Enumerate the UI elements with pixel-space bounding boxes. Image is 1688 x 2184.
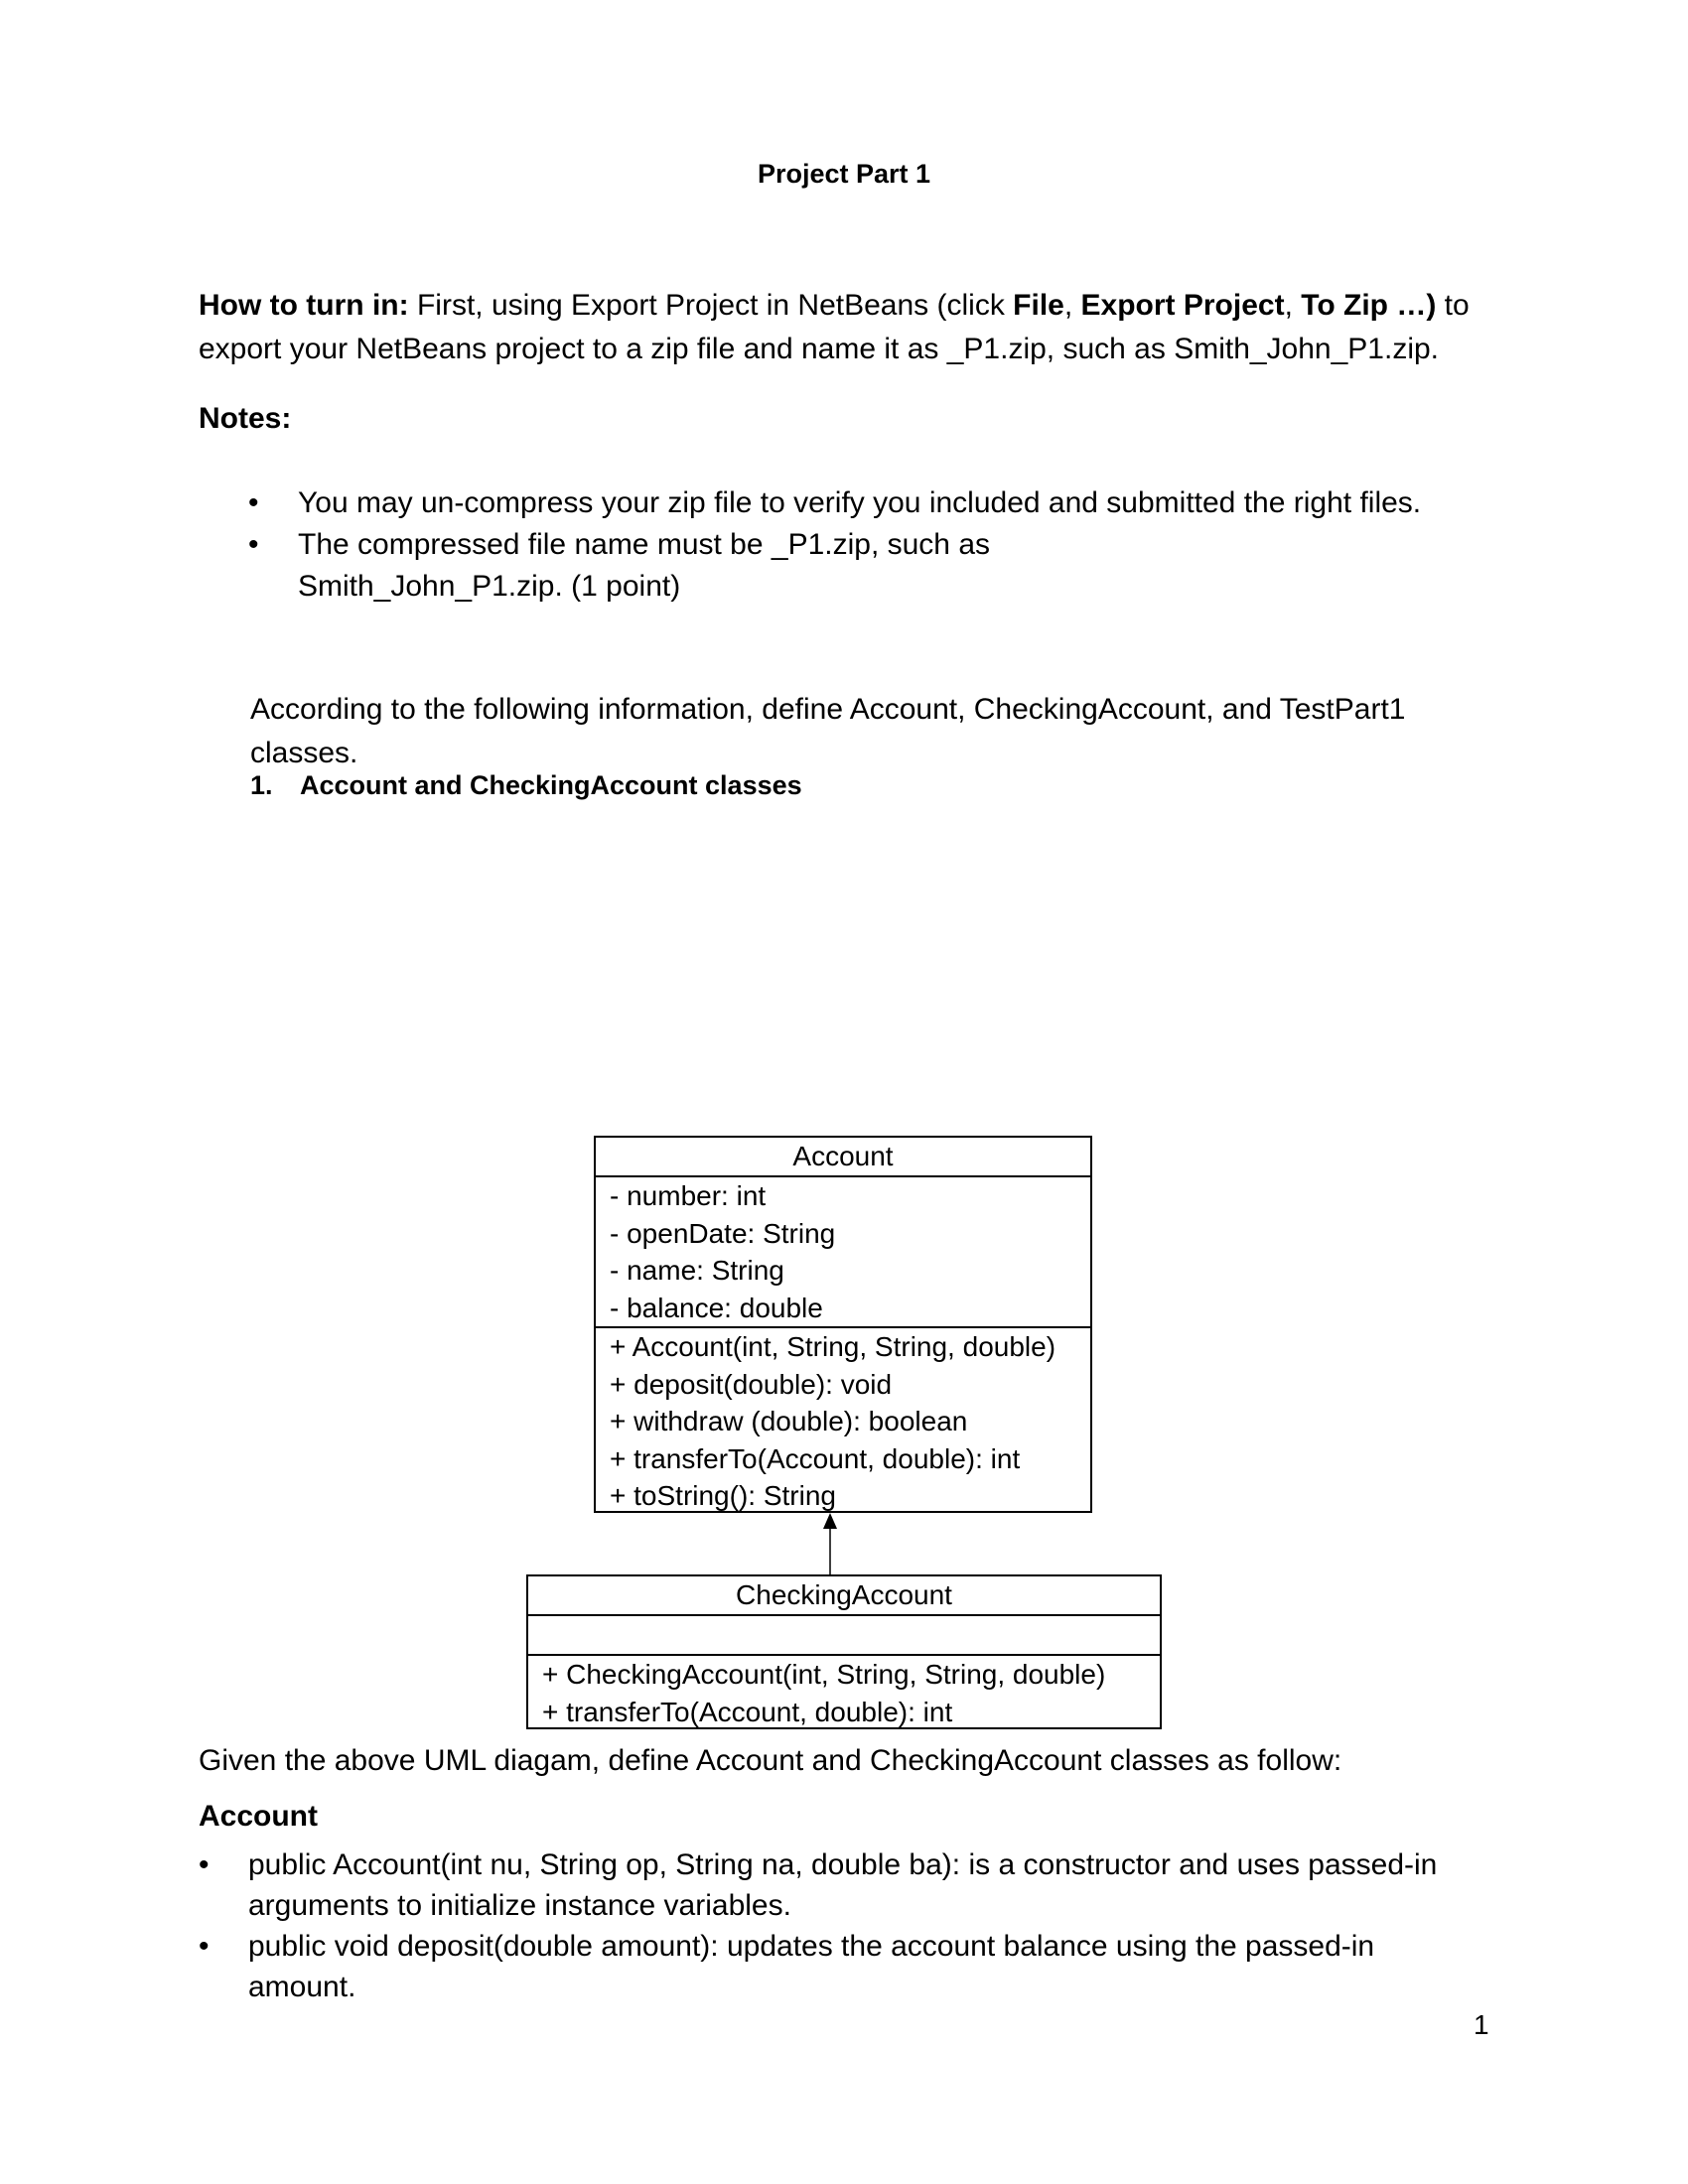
uml-class-name: CheckingAccount [528, 1576, 1160, 1616]
list-item [199, 1844, 1489, 1926]
turn-in-sep-1: , [1063, 289, 1081, 322]
uml-attribute: - number: int [610, 1180, 767, 1211]
page-number: 1 [1474, 2009, 1489, 2040]
bullet-icon: • [199, 1930, 210, 1963]
note-text: The compressed file name must be _P1.zip, such as Smith_John_P1.zip. (1 point) [298, 528, 991, 603]
section-heading [250, 770, 802, 801]
page-title: Project Part 1 [757, 159, 931, 189]
section-title: Account and CheckingAccount classes [300, 770, 802, 800]
uml-account-class [594, 1136, 1092, 1513]
list-item [199, 1926, 1489, 2007]
uml-attribute: - name: String [610, 1255, 784, 1286]
list-item [248, 524, 1489, 608]
inheritance-arrow-icon [814, 1509, 854, 1578]
uml-attribute: - openDate: String [610, 1217, 836, 1249]
section-number: 1. [250, 770, 273, 800]
uml-methods [528, 1656, 1160, 1730]
uml-attribute: - balance: double [610, 1292, 823, 1323]
definition-text: public Account(int nu, String op, String na, double ba): is a constructor and uses passed-in arguments to initialize instance variables. [248, 1848, 1438, 1922]
list-item [248, 482, 1489, 524]
account-heading: Account [199, 1800, 318, 1833]
uml-attributes [528, 1616, 1160, 1656]
definitions-list [199, 1844, 1489, 2007]
uml-method: + CheckingAccount(int, String, String, double) [542, 1659, 1106, 1690]
turn-in-instructions [199, 284, 1489, 371]
turn-in-label: How to turn in: [199, 289, 409, 322]
intro-paragraph: According to the following information, define Account, CheckingAccount, and TestPart1 classes. [250, 693, 1406, 769]
menu-file: File [1013, 289, 1064, 322]
turn-in-text-1: First, using Export Project in NetBeans (click [408, 289, 1014, 322]
uml-method: + transferTo(Account, double): int [610, 1442, 1021, 1474]
uml-method: + toString(): String [610, 1480, 836, 1511]
uml-method: + transferTo(Account, double): int [542, 1696, 953, 1727]
turn-in-sep-2: , [1284, 289, 1302, 322]
uml-method: + deposit(double): void [610, 1368, 893, 1400]
note-text: You may un-compress your zip file to verify you included and submitted the right files. [298, 486, 1422, 519]
turn-in-text-2: to export your NetBeans project to a zip file and name it as _P1.zip, such as Smith_John_P1.zip. [199, 289, 1470, 365]
given-paragraph: Given the above UML diagam, define Account and CheckingAccount classes as follow: [199, 1744, 1342, 1777]
notes-list [248, 482, 1489, 608]
uml-attributes [596, 1177, 1090, 1328]
uml-method: + Account(int, String, String, double) [610, 1331, 1056, 1362]
menu-export-project: Export Project [1080, 289, 1285, 322]
bullet-icon: • [248, 486, 259, 519]
uml-method: + withdraw (double): boolean [610, 1406, 968, 1436]
menu-to-zip: To Zip …) [1301, 289, 1437, 322]
notes-heading: Notes: [199, 402, 292, 435]
uml-class-name: Account [596, 1138, 1090, 1177]
definition-text: public void deposit(double amount): updates the account balance using the passed-in amount. [248, 1930, 1375, 2003]
uml-methods [596, 1328, 1090, 1515]
uml-checking-account-class [526, 1574, 1162, 1729]
bullet-icon: • [248, 528, 259, 561]
bullet-icon: • [199, 1848, 210, 1881]
